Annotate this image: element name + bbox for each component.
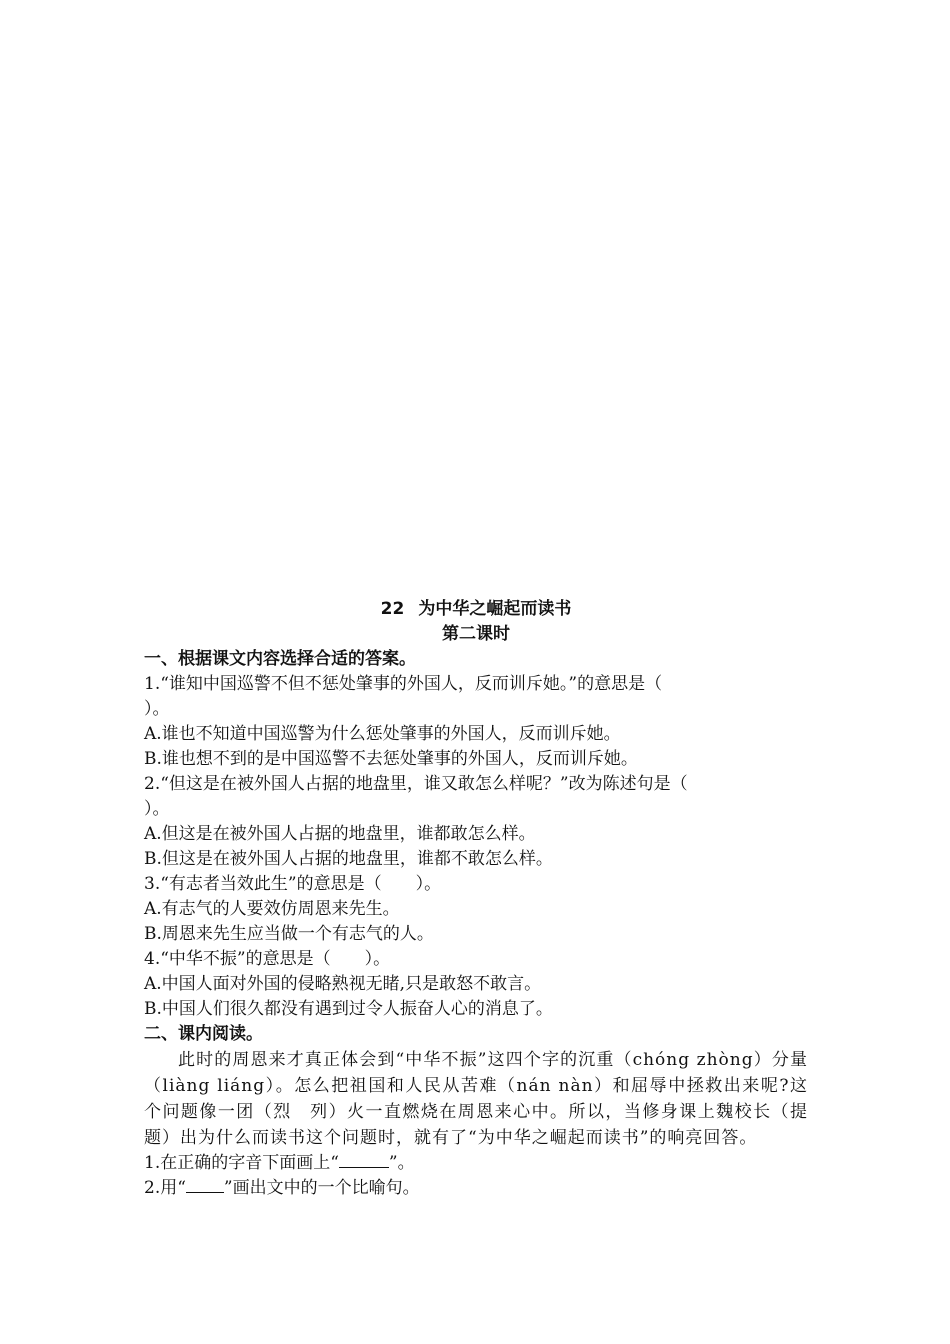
q3-option-a: A.有志气的人要效仿周恩来先生。 bbox=[144, 899, 400, 919]
underline-mark bbox=[339, 1166, 389, 1168]
lesson-title-text: 为中华之崛起而读书 bbox=[418, 599, 572, 619]
task2 bbox=[144, 1176, 808, 1201]
q1-stem-line2: ）。 bbox=[144, 699, 170, 719]
q4-stem: 4.“中华不振”的意思是（ ）。 bbox=[144, 949, 391, 969]
q1-option-b: B.谁也想不到的是中国巡警不去惩处肇事的外国人，反而训斥她。 bbox=[144, 749, 638, 769]
reading-passage: 此时的周恩来才真正体会到“中华不振”这四个字的沉重（chóng zhòng）分量（liàng liáng）。怎么把祖国和人民从苦难（nán nàn）和屈辱中拯救出来呢?这个问题像一团（烈 列）火一直燃烧在周恩来心中。所以，当修身课上魏校长（提 题）出为什么而读书这个问题时，就有了“为中华之崛起而读书”的响亮回答。 bbox=[144, 1050, 826, 1148]
section2-heading: 二、课内阅读。 bbox=[144, 1024, 263, 1044]
q4-option-b: B.中国人们很久都没有遇到过令人振奋人心的消息了。 bbox=[144, 999, 553, 1019]
task2-suffix: ”画出文中的一个比喻句。 bbox=[223, 1178, 420, 1198]
task1-prefix: 1.在正确的字音下面画上“ bbox=[144, 1153, 339, 1173]
lesson-title bbox=[144, 597, 808, 622]
worksheet-content bbox=[144, 597, 826, 1201]
lesson-number: 22 bbox=[380, 599, 405, 619]
task1-suffix: ”。 bbox=[388, 1153, 415, 1173]
lesson-period: 第二课时 bbox=[442, 624, 510, 644]
q3-stem: 3.“有志者当效此生”的意思是（ ）。 bbox=[144, 874, 442, 894]
q4-option-a: A.中国人面对外国的侵略熟视无睹,只是敢怒不敢言。 bbox=[144, 974, 542, 994]
q3-option-b: B.周恩来先生应当做一个有志气的人。 bbox=[144, 924, 434, 944]
q2-stem-line2: ）。 bbox=[144, 799, 170, 819]
q2-option-a: A.但这是在被外国人占据的地盘里，谁都敢怎么样。 bbox=[144, 824, 536, 844]
section1-heading: 一、根据课文内容选择合适的答案。 bbox=[144, 649, 416, 669]
task2-prefix: 2.用“ bbox=[144, 1178, 186, 1198]
task1 bbox=[144, 1151, 808, 1176]
q2-stem-line1: 2.“但这是在被外国人占据的地盘里，谁又敢怎么样呢？”改为陈述句是（ bbox=[144, 774, 688, 794]
q1-stem-line1: 1.“谁知中国巡警不但不惩处肇事的外国人，反而训斥她。”的意思是（ bbox=[144, 674, 663, 694]
q2-option-b: B.但这是在被外国人占据的地盘里，谁都不敢怎么样。 bbox=[144, 849, 553, 869]
q1-option-a: A.谁也不知道中国巡警为什么惩处肇事的外国人，反而训斥她。 bbox=[144, 724, 621, 744]
underline-mark bbox=[186, 1191, 224, 1193]
